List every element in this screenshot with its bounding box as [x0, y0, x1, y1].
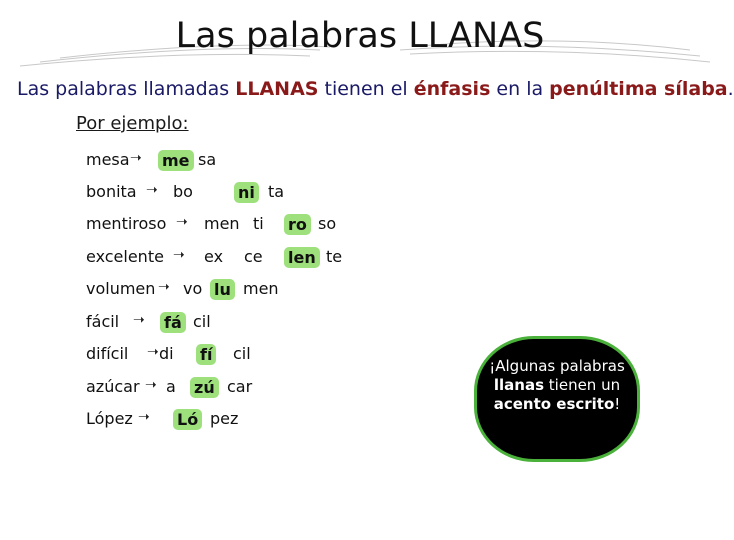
definition-text	[17, 78, 734, 100]
arrow-icon: ➝	[158, 279, 170, 295]
example-word: volumen	[86, 279, 156, 298]
syllable: ta	[268, 182, 285, 201]
arrow-icon: ➝	[146, 182, 158, 198]
stressed-syllable: len	[284, 247, 320, 268]
stressed-syllable: ni	[234, 182, 259, 203]
examples-label: Por ejemplo:	[76, 113, 189, 134]
note-line-1: ¡Algunas palabras	[489, 357, 625, 375]
definition-part: en la	[490, 78, 550, 100]
syllable: car	[227, 377, 253, 396]
note-line-2-rest: tienen un	[544, 376, 621, 394]
stressed-syllable: fá	[160, 312, 186, 333]
example-word: López	[86, 409, 133, 428]
stressed-syllable: fí	[196, 344, 216, 365]
syllable: cil	[193, 312, 211, 331]
note-term-llanas: llanas	[493, 376, 545, 394]
term-penultima: penúltima sílaba	[549, 78, 728, 100]
arrow-icon: ➝	[138, 409, 150, 425]
stressed-syllable: me	[158, 150, 194, 171]
stressed-syllable: Ló	[173, 409, 202, 430]
syllable: cil	[233, 344, 251, 363]
term-llanas: LLANAS	[235, 78, 319, 100]
syllable: vo	[183, 279, 203, 298]
syllable: ti	[253, 214, 264, 233]
term-enfasis: énfasis	[413, 78, 491, 100]
syllable: bo	[173, 182, 193, 201]
syllable: di	[159, 344, 174, 363]
definition-part: tienen el	[318, 78, 414, 100]
stressed-syllable: lu	[210, 279, 235, 300]
arrow-icon: ➝	[133, 312, 145, 328]
arrow-icon: ➝	[145, 377, 157, 393]
note-bubble	[468, 330, 640, 464]
definition-part: Las palabras llamadas	[17, 78, 236, 100]
note-term-acento: acento escrito	[493, 395, 615, 413]
syllable: sa	[198, 150, 217, 169]
syllable: men	[204, 214, 240, 233]
arrow-icon: ➝	[176, 214, 188, 230]
arrow-icon: ➝	[173, 247, 185, 263]
arrow-icon: ➝	[147, 344, 159, 360]
syllable: men	[243, 279, 279, 298]
syllable: ex	[204, 247, 224, 266]
example-word: azúcar	[86, 377, 140, 396]
example-word: mentiroso	[86, 214, 167, 233]
syllable: a	[166, 377, 176, 396]
syllable: so	[318, 214, 337, 233]
syllable: pez	[210, 409, 239, 428]
note-bubble-text	[474, 357, 640, 414]
page-title: Las palabras LLANAS	[175, 16, 545, 56]
stressed-syllable: zú	[190, 377, 219, 398]
note-line-3	[474, 395, 640, 414]
example-word: fácil	[86, 312, 120, 331]
note-line-2	[474, 376, 640, 395]
example-word: mesa	[86, 150, 130, 169]
syllable: te	[326, 247, 343, 266]
syllable: ce	[244, 247, 263, 266]
example-word: bonita	[86, 182, 137, 201]
note-end: !	[614, 395, 621, 413]
example-word: excelente	[86, 247, 164, 266]
arrow-icon: ➝	[130, 150, 142, 166]
example-word: difícil	[86, 344, 129, 363]
definition-end: .	[727, 78, 734, 100]
stressed-syllable: ro	[284, 214, 311, 235]
